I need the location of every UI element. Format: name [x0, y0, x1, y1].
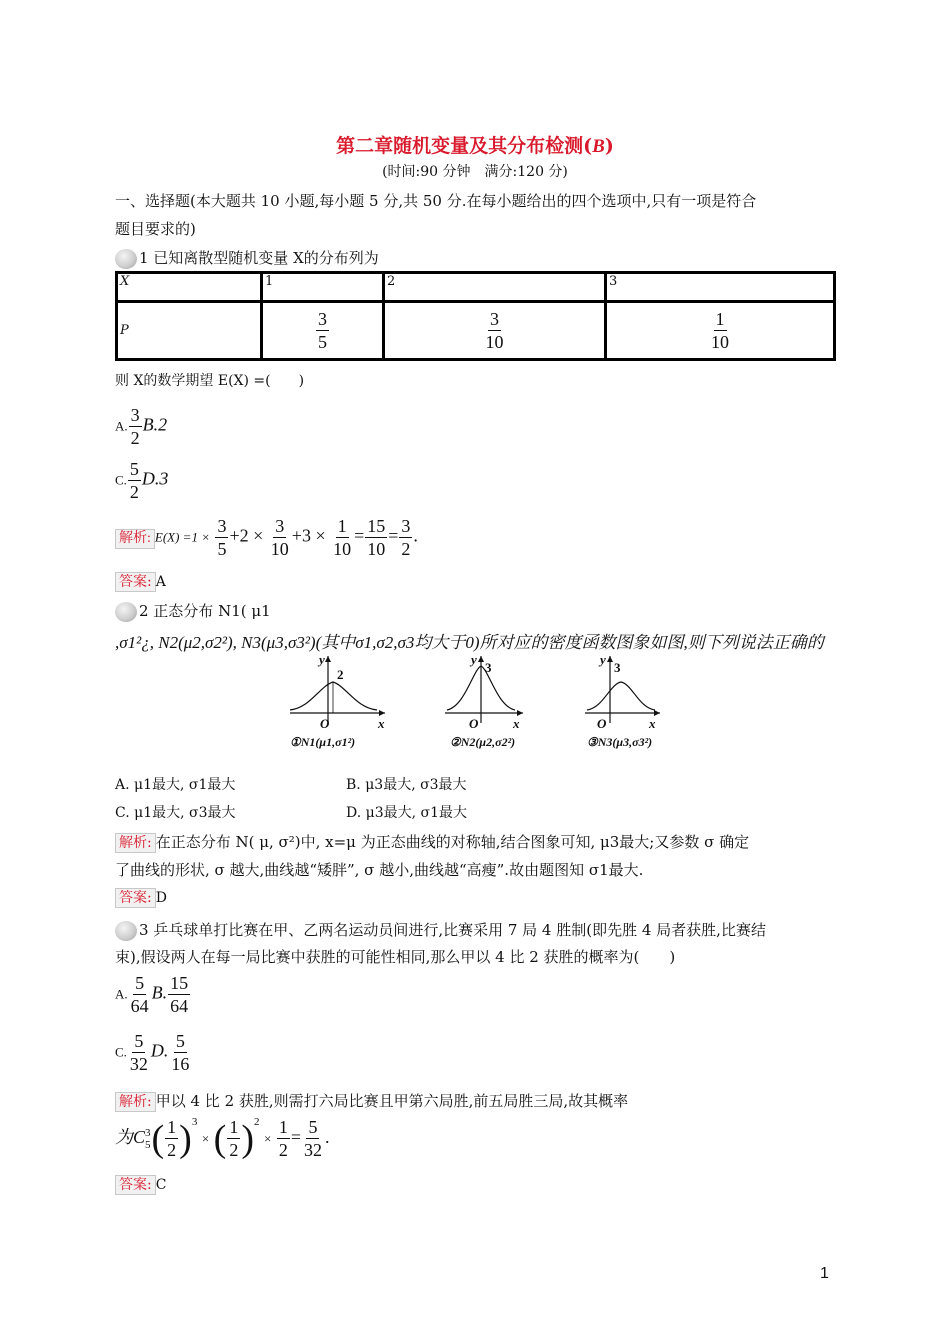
q2-option-d: D. μ3最大, σ1最大	[346, 805, 467, 821]
svg-text:3: 3	[485, 660, 492, 675]
table-row-label-p: P	[117, 302, 262, 360]
svg-text:y: y	[319, 652, 325, 667]
svg-text:2: 2	[337, 667, 344, 682]
section-intro-line1: 一、选择题(本大题共 10 小题,每小题 5 分,共 50 分.在每小题给出的四个选项中,只有一项是符合	[115, 192, 757, 210]
q3-solution-formula: 为C 3 5 ( $\frac{1}{2}$ )$^3$ × ( $\frac{1}{2}$ )$^2$ × $\frac{1}{2}$ = $\frac{5}{32}$ .	[115, 1116, 330, 1161]
graph-n3	[585, 652, 660, 749]
svg-text:O: O	[597, 716, 607, 731]
svg-text:x: x	[513, 716, 520, 731]
q3-solution-line1: 解析: 甲以 4 比 2 获胜,则需打六局比赛且甲第六局胜,前五局胜三局,故其概率	[115, 1090, 628, 1112]
svg-text:①N1(μ1,σ1²): ①N1(μ1,σ1²)	[290, 735, 356, 749]
table-header-2: 2	[384, 273, 606, 302]
q2-stem-line2: ,σ1²¿, N2(μ2,σ2²), N3(μ3,σ3²)(其中σ1,σ2,σ3均大于0)所对应的密度函数图象如图,则下列说法正确的	[115, 633, 824, 652]
table-cell-p2: $\frac{3}{10}$	[384, 302, 606, 360]
q1-option-a-b: A. $\frac{3}{2}$ B.2	[115, 405, 168, 448]
question-marker-icon	[115, 249, 137, 269]
graph-n1	[290, 652, 385, 749]
svg-text:y: y	[471, 652, 477, 667]
q2-stem: 2 正态分布 N1( μ1	[115, 600, 271, 622]
svg-text:②N2(μ2,σ2²): ②N2(μ2,σ2²)	[450, 735, 516, 749]
table-header-3: 3	[606, 273, 835, 302]
q1-question: 则 X的数学期望 E(X) =( )	[115, 373, 305, 389]
answer-label: 答案:	[115, 1175, 156, 1195]
graph-n2	[445, 652, 523, 749]
q3-option-c-d: C. $\frac{5}{32}$ D. $\frac{5}{16}$	[115, 1031, 190, 1074]
svg-text:O: O	[469, 716, 479, 731]
svg-text:O: O	[320, 716, 330, 731]
svg-text:x: x	[649, 716, 656, 731]
section-intro-line2: 题目要求的)	[115, 220, 196, 238]
q2-option-c: C. μ1最大, σ3最大	[115, 805, 236, 821]
page-number: 1	[820, 1265, 829, 1282]
page-title: 第二章随机变量及其分布检测(B)	[336, 135, 614, 157]
table-cell-p1: $\frac{3}{5}$	[262, 302, 384, 360]
answer-label: 答案:	[115, 572, 156, 592]
q3-stem-line2: 束),假设两人在每一局比赛中获胜的可能性相同,那么甲以 4 比 2 获胜的概率为( )	[115, 948, 676, 966]
question-marker-icon	[115, 602, 137, 622]
q2-density-graphs	[285, 648, 675, 753]
q1-answer: 答案: A	[115, 572, 166, 592]
q2-solution-line1: 解析: 在正态分布 N( μ, σ²)中, x=μ 为正态曲线的对称轴,结合图象可知, μ3最大;又参数 σ 确定	[115, 831, 749, 853]
q2-solution-line2: 了曲线的形状, σ 越大,曲线越“矮胖”, σ 越小,曲线越“高瘦”.故由题图知 σ1最大.	[115, 861, 644, 879]
q2-option-b: B. μ3最大, σ3最大	[346, 777, 467, 793]
svg-text:x: x	[378, 716, 385, 731]
q3-answer: 答案: C	[115, 1175, 166, 1195]
jiexi-label: 解析:	[115, 833, 156, 853]
q2-answer: 答案: D	[115, 888, 167, 908]
q1-distribution-table	[115, 271, 836, 361]
q3-option-a-b: A. $\frac{5}{64}$ B. $\frac{15}{64}$	[115, 973, 189, 1016]
q2-option-a: A. μ1最大, σ1最大	[115, 777, 236, 793]
exam-subtitle: (时间:90 分钟 满分:120 分)	[382, 164, 568, 180]
jiexi-label: 解析:	[115, 529, 155, 549]
q1-stem: 1 已知离散型随机变量 X的分布列为	[115, 247, 379, 269]
table-cell-p3: $\frac{1}{10}$	[606, 302, 835, 360]
answer-label: 答案:	[115, 888, 156, 908]
svg-text:3: 3	[614, 660, 621, 675]
table-header-x: X	[117, 273, 262, 302]
svg-text:③N3(μ3,σ3²): ③N3(μ3,σ3²)	[587, 735, 653, 749]
q3-stem: 3 乒乓球单打比赛在甲、乙两名运动员间进行,比赛采用 7 局 4 胜制(即先胜 4 局者获胜,比赛结	[115, 919, 766, 941]
question-marker-icon	[115, 921, 137, 941]
table-header-1: 1	[262, 273, 384, 302]
svg-text:y: y	[600, 652, 606, 667]
q1-option-c-d: C. $\frac{5}{2}$ D.3	[115, 459, 169, 502]
q1-solution: 解析: E(X) =1 × $\frac{3}{5}$ +2 × $\frac{3}{10}$ +3 × $\frac{1}{10}$ = $\frac{15}{10}$ = $\frac{3}{2}$ .	[115, 515, 418, 560]
jiexi-label: 解析:	[115, 1092, 156, 1112]
